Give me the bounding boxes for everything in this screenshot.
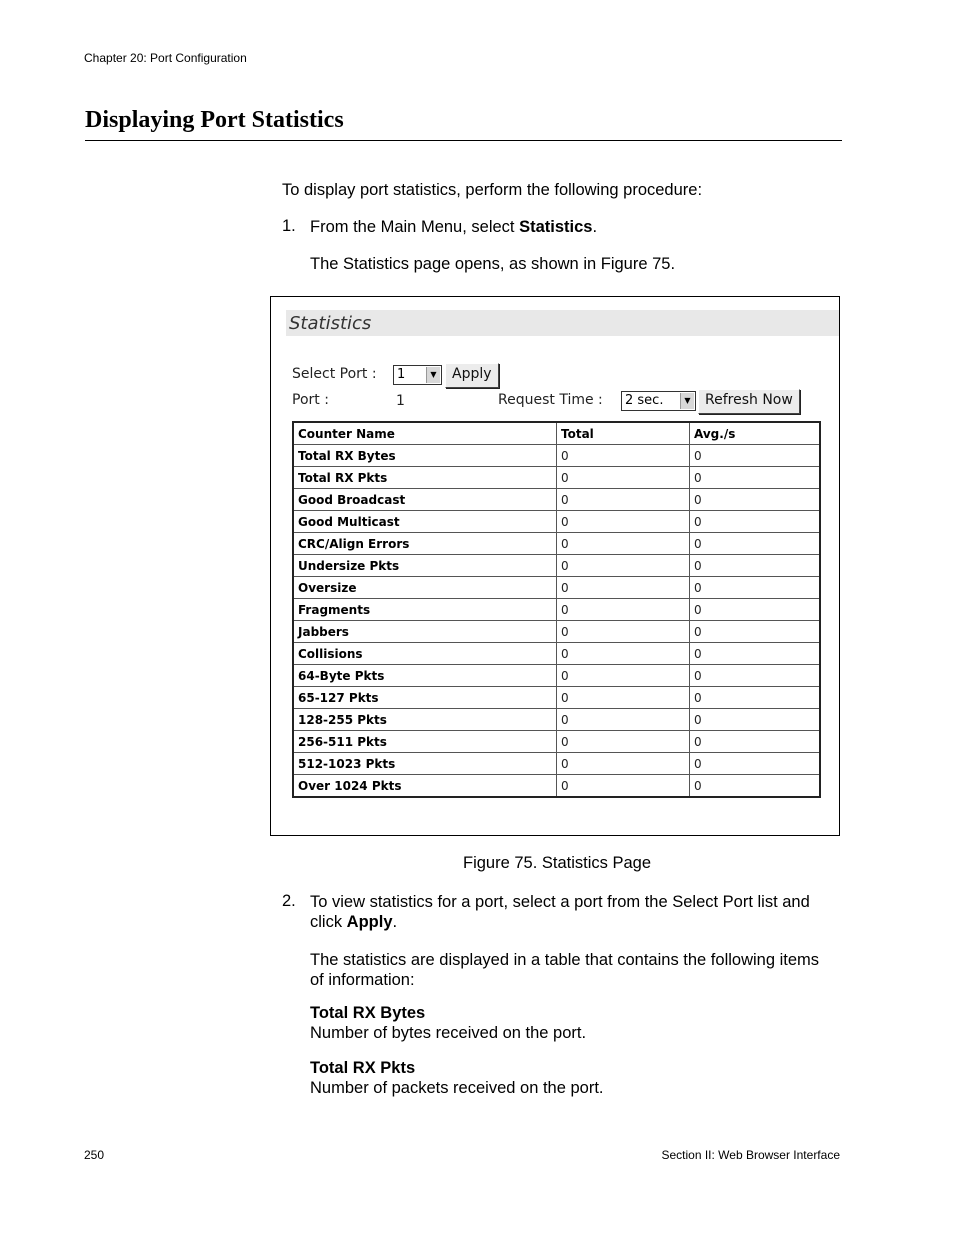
table-row [293, 555, 820, 577]
table-row [293, 533, 820, 555]
running-footer: Section II: Web Browser Interface [661, 1148, 840, 1162]
port-label: Port : [292, 392, 329, 408]
figure-caption: Figure 75. Statistics Page [463, 854, 652, 872]
select-port-dropdown[interactable]: 1 ▼ [393, 365, 442, 385]
avg-cell: 0 [690, 577, 821, 599]
column-header: Avg./s [690, 422, 821, 445]
table-row [293, 731, 820, 753]
step2-paragraph-line2: of information: [310, 971, 415, 989]
table-row [293, 489, 820, 511]
step1-text: From the Main Menu, select Statistics. [310, 218, 598, 236]
total-cell: 0 [557, 687, 690, 709]
total-cell: 0 [557, 489, 690, 511]
total-cell: 0 [557, 511, 690, 533]
avg-cell: 0 [690, 687, 821, 709]
avg-cell: 0 [690, 753, 821, 775]
counter-name-cell: Total RX Bytes [293, 445, 557, 467]
step2-text-line2: click Apply. [310, 913, 398, 931]
total-cell: 0 [557, 599, 690, 621]
avg-cell: 0 [690, 533, 821, 555]
title-rule [85, 140, 842, 141]
total-cell: 0 [557, 709, 690, 731]
table-row [293, 775, 820, 798]
step2-paragraph-line1: The statistics are displayed in a table that contains the following items [310, 951, 820, 969]
page-title: Displaying Port Statistics [85, 107, 344, 133]
counter-name-cell: Good Multicast [293, 511, 557, 533]
counter-name-cell: Undersize Pkts [293, 555, 557, 577]
avg-cell: 0 [690, 731, 821, 753]
table-row [293, 621, 820, 643]
total-cell: 0 [557, 577, 690, 599]
total-cell: 0 [557, 467, 690, 489]
select-port-label: Select Port : [292, 366, 377, 382]
total-cell: 0 [557, 445, 690, 467]
avg-cell: 0 [690, 709, 821, 731]
statistics-table [292, 421, 821, 798]
counter-name-cell: Collisions [293, 643, 557, 665]
counter-name-cell: 256-511 Pkts [293, 731, 557, 753]
total-cell: 0 [557, 775, 690, 798]
table-header-row [293, 422, 820, 445]
statistics-figure [270, 296, 840, 836]
avg-cell: 0 [690, 621, 821, 643]
avg-cell: 0 [690, 445, 821, 467]
statistics-title-bar [286, 310, 839, 336]
page-number: 250 [84, 1148, 105, 1162]
refresh-now-button[interactable]: Refresh Now [698, 389, 800, 414]
definition-description: Number of packets received on the port. [310, 1079, 604, 1097]
running-header: Chapter 20: Port Configuration [84, 51, 247, 65]
avg-cell: 0 [690, 775, 821, 798]
step2-text-line1: To view statistics for a port, select a port from the Select Port list and [310, 893, 810, 911]
counter-name-cell: CRC/Align Errors [293, 533, 557, 555]
total-cell: 0 [557, 731, 690, 753]
column-header: Total [557, 422, 690, 445]
total-cell: 0 [557, 665, 690, 687]
intro-text: To display port statistics, perform the following procedure: [282, 181, 703, 199]
table-row [293, 599, 820, 621]
table-row [293, 753, 820, 775]
chevron-down-icon: ▼ [680, 393, 694, 409]
avg-cell: 0 [690, 511, 821, 533]
request-time-dropdown[interactable]: 2 sec. ▼ [621, 391, 696, 411]
counter-name-cell: 512-1023 Pkts [293, 753, 557, 775]
table-row [293, 445, 820, 467]
counter-name-cell: 64-Byte Pkts [293, 665, 557, 687]
table-row [293, 665, 820, 687]
total-cell: 0 [557, 533, 690, 555]
definition-term: Total RX Pkts [310, 1059, 416, 1077]
avg-cell: 0 [690, 665, 821, 687]
counter-name-cell: Total RX Pkts [293, 467, 557, 489]
avg-cell: 0 [690, 599, 821, 621]
chevron-down-icon: ▼ [426, 367, 440, 383]
avg-cell: 0 [690, 643, 821, 665]
counter-name-cell: 65-127 Pkts [293, 687, 557, 709]
avg-cell: 0 [690, 555, 821, 577]
apply-button[interactable]: Apply [445, 363, 499, 388]
step-number: 1. [282, 217, 296, 235]
table-row [293, 709, 820, 731]
port-value: 1 [396, 393, 405, 409]
counter-name-cell: Over 1024 Pkts [293, 775, 557, 798]
table-row [293, 687, 820, 709]
table-row [293, 577, 820, 599]
definition-description: Number of bytes received on the port. [310, 1024, 587, 1042]
total-cell: 0 [557, 621, 690, 643]
definition-term: Total RX Bytes [310, 1004, 426, 1022]
counter-name-cell: Good Broadcast [293, 489, 557, 511]
counter-name-cell: Fragments [293, 599, 557, 621]
table-row [293, 467, 820, 489]
request-time-label: Request Time : [498, 392, 603, 408]
counter-name-cell: Oversize [293, 577, 557, 599]
step-number: 2. [282, 892, 296, 910]
statistics-title: Statistics [289, 313, 372, 334]
table-row [293, 511, 820, 533]
total-cell: 0 [557, 753, 690, 775]
total-cell: 0 [557, 643, 690, 665]
counter-name-cell: Jabbers [293, 621, 557, 643]
step1-result: The Statistics page opens, as shown in Figure 75. [310, 255, 676, 273]
column-header: Counter Name [293, 422, 557, 445]
avg-cell: 0 [690, 467, 821, 489]
table-row [293, 643, 820, 665]
counter-name-cell: 128-255 Pkts [293, 709, 557, 731]
total-cell: 0 [557, 555, 690, 577]
avg-cell: 0 [690, 489, 821, 511]
